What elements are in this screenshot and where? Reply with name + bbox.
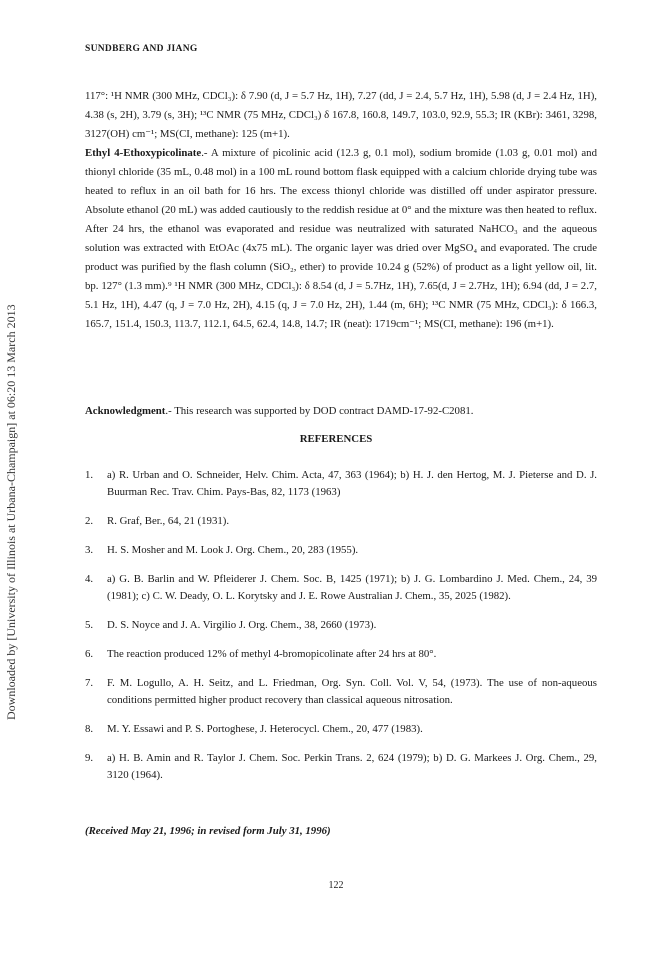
reference-item [85,675,597,709]
experimental-section [85,87,597,334]
acknowledgment-text: .- This research was supported by DOD contract DAMD-17-92-C2081. [165,405,474,417]
reference-item [85,646,597,663]
reference-list [85,467,597,796]
characterization-paragraph: 117°: ¹H NMR (300 MHz, CDCl₃): δ 7.90 (d, J = 5.7 Hz, 1H), 7.27 (dd, J = 2.4, 5.7 Hz, 1H), 5.98 (d, J = 2.4 Hz, 1H), 4.38 (s, 2H), 3.79 (s, 3H); ¹³C NMR (75 MHz, CDCl₃) δ 167.8, 160.8, 149.7, 103.0, 92.9, 55.3; IR (KBr): 3461, 3298, 3127(OH) cm⁻¹; MS(CI, methane): 125 (m+1). [85,90,597,140]
reference-text: H. S. Mosher and M. Look J. Org. Chem., 20, 283 (1955). [107,544,359,556]
reference-number: 7. [85,677,94,689]
page-number: 122 [328,880,344,891]
reference-text: The reaction produced 12% of methyl 4-bromopicolinate after 24 hrs at 80°. [107,648,437,660]
reference-number: 5. [85,619,94,631]
reference-text: a) H. B. Amin and R. Taylor J. Chem. Soc. Perkin Trans. 2, 624 (1979); b) D. G. Markees J. Org. Chem., 29, 3120 (1964). [107,752,597,781]
reference-number: 9. [85,752,94,764]
reference-number: 2. [85,515,94,527]
acknowledgment-heading: Acknowledgment [85,405,166,417]
reference-item [85,542,597,559]
reference-number: 4. [85,573,94,585]
reference-number: 8. [85,723,94,735]
reference-text: a) G. B. Barlin and W. Pfleiderer J. Chem. Soc. B, 1425 (1971); b) J. G. Lombardino J. Med. Chem., 24, 39 (1981); c) C. W. Deady, O. L. Korytsky and J. E. Rowe Australian J. Chem., 35, 2025 (1982). [107,573,597,602]
reference-text: D. S. Noyce and J. A. Virgilio J. Org. Chem., 38, 2660 (1973). [107,619,377,631]
compound-heading: Ethyl 4-Ethoxypicolinate [85,147,202,159]
procedure-text: .- A mixture of picolinic acid (12.3 g, 0.1 mol), sodium bromide (1.03 g, 0.01 mol) and thionyl chloride (35 mL, 0.48 mol) in a 100 mL round bottom flask equipped with a calcium chloride drying tube was heated to reflux in an oil bath for 16 hrs. The excess thionyl chloride was distilled off under aspirator pressure. Absolute ethanol (20 mL) was added cautiously to the reddish residue at 0° and the mixture was then heated to reflux. After 24 hrs, the ethanol was evaporated and residue was neutralized with saturated NaHCO₃ and the aqueous solution was extracted with EtOAc (4x75 mL). The organic layer was dried over MgSO₄ and evaporated. The crude product was purified by the flash column (SiO₂, ether) to provide 10.24 g (52%) of product as a light yellow oil, lit. bp. 127° (1.3 mm).⁹ ¹H NMR (300 MHz, CDCl₃): δ 8.54 (d, J = 5.7Hz, 1H), 7.65(d, J = 2.7Hz, 1H); 6.94 (dd, J = 2.7, 5.1 Hz, 1H), 4.47 (q, J = 7.0 Hz, 2H), 4.15 (q, J = 7.0 Hz, 2H), 1.44 (m, 6H); ¹³C NMR (75 MHz, CDCl₃): δ 166.3, 165.7, 151.4, 150.3, 113.7, 112.1, 64.5, 62.4, 14.8, 14.7; IR (neat): 1719cm⁻¹; MS(CI, methane): 196 (m+1). [85,147,597,330]
reference-item [85,750,597,784]
received-dates: (Received May 21, 1996; in revised form July 31, 1996) [85,825,331,837]
reference-text: R. Graf, Ber., 64, 21 (1931). [107,515,230,527]
references-heading: REFERENCES [299,433,373,445]
reference-text: F. M. Logullo, A. H. Seitz, and L. Friedman, Org. Syn. Coll. Vol. V, 54, (1973). The use of non-aqueous conditions permitted higher product recovery than classical aqueous nitrosation. [107,677,597,706]
reference-number: 1. [85,469,94,481]
reference-item [85,721,597,738]
reference-number: 6. [85,648,94,660]
download-note: Downloaded by [University of Illinois at Urbana-Champaign] at 06:20 13 March 2013 [4,304,18,720]
reference-text: M. Y. Essawi and P. S. Portoghese, J. Heterocycl. Chem., 20, 477 (1983). [107,723,423,735]
reference-item [85,617,597,634]
reference-item [85,513,597,530]
reference-item [85,467,597,501]
reference-item [85,571,597,605]
running-head: SUNDBERG AND JIANG [85,44,198,54]
procedure-paragraph [85,144,597,334]
download-watermark [4,180,22,720]
reference-number: 3. [85,544,94,556]
acknowledgment [85,402,597,421]
reference-text: a) R. Urban and O. Schneider, Helv. Chim. Acta, 47, 363 (1964); b) H. J. den Hertog, M. J. Pieterse and D. J. Buurman Rec. Trav. Chim. Pays-Bas, 82, 1173 (1963) [107,469,597,498]
